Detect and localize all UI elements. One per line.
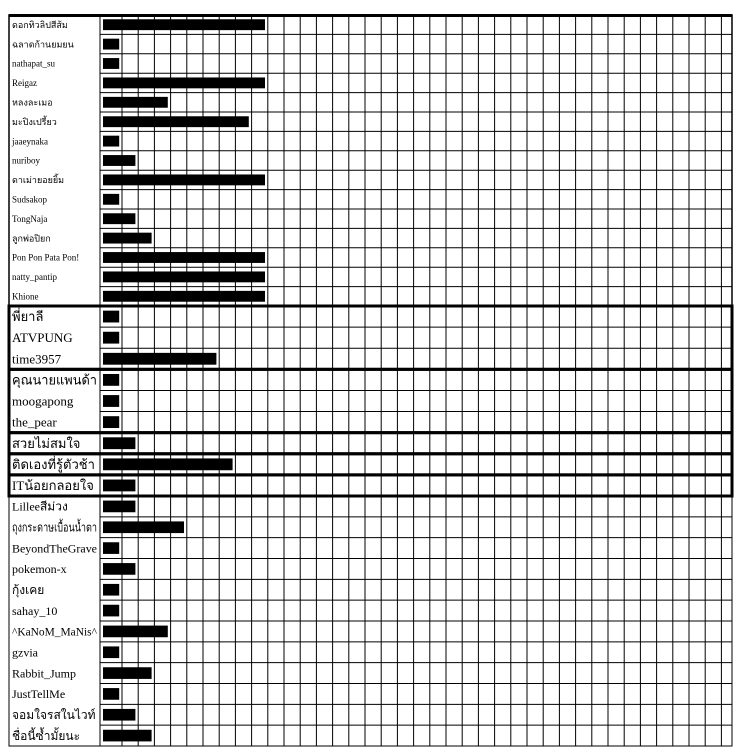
bar: [103, 605, 119, 617]
row-label: Pon Pon Pata Pon!: [12, 252, 80, 263]
bar: [103, 58, 119, 69]
row-label: BeyondTheGrave: [12, 541, 97, 556]
bar: [103, 116, 249, 127]
row-label: กุ้งเคย: [12, 582, 45, 597]
row-label: สวยไม่สมใจ: [12, 435, 81, 451]
row-label: หลงละเมอ: [12, 97, 53, 108]
bar: [103, 626, 168, 638]
row-label: gzvia: [12, 645, 38, 660]
row-label: ลูกพ่อปิยก: [12, 233, 51, 244]
bar: [103, 291, 265, 302]
row-label: Khione: [12, 291, 39, 302]
bar: [103, 155, 135, 166]
row-label: moogapong: [12, 393, 74, 409]
row-label: nathapat_su: [12, 58, 55, 69]
bar: [103, 374, 119, 386]
bar: [103, 730, 152, 742]
bar: [103, 97, 168, 108]
bar: [103, 353, 216, 365]
row-label: sahay_10: [12, 603, 58, 618]
bar: [103, 709, 135, 721]
row-label: ดอกทิวลิปสีส้ม: [12, 19, 68, 30]
bar: [103, 667, 152, 679]
bar: [103, 584, 119, 596]
bar: [103, 332, 119, 344]
row-label: jaaeynaka: [12, 136, 48, 147]
row-label: natty_pantip: [12, 272, 57, 283]
bar: [103, 194, 119, 205]
bar: [103, 416, 119, 428]
bars: [103, 19, 265, 741]
row-label: ดาเม่ายอยยิ้ม: [12, 175, 65, 186]
bar: [103, 480, 135, 492]
row-label: the_pear: [12, 414, 57, 430]
row-label: พี่ยาลี: [12, 309, 44, 325]
bar: [103, 521, 184, 533]
bar: [103, 563, 135, 575]
bar: [103, 395, 119, 407]
row-label: Reigaz: [12, 78, 37, 89]
row-label: มะปิงเปรี้ยว: [12, 116, 57, 127]
bar: [103, 542, 119, 554]
row-label: TongNaja: [12, 213, 48, 224]
row-label: ATVPUNG: [12, 330, 73, 346]
row-label: ถุงกระดาษเบื้อนน้ำตา: [12, 520, 125, 535]
bar: [103, 233, 152, 244]
top-border: [9, 14, 732, 17]
bar: [103, 77, 265, 88]
row-label: ฉลาดก้านยมยน: [12, 39, 74, 50]
row-label: Rabbit_Jump: [12, 666, 77, 681]
bar: [103, 437, 135, 449]
bar: [103, 136, 119, 147]
bar: [103, 501, 135, 513]
row-label: JustTellMe: [12, 687, 66, 702]
row-label: nuriboy: [12, 155, 40, 166]
row-label: time3957: [12, 351, 62, 367]
bar: [103, 174, 265, 185]
bar: [103, 311, 119, 323]
row-label: จอมใจรสในไวท์: [12, 707, 96, 722]
row-label: Sudsakop: [12, 194, 48, 205]
bar: [103, 646, 119, 658]
row-label: ชื่อนี้ซ้ำมั้ยนะ: [12, 728, 81, 743]
row-label: pokemon-x: [12, 562, 67, 577]
bar: [103, 213, 135, 224]
row-label: ITน้อยกลอยใจ: [12, 477, 94, 493]
row-labels: [11, 19, 125, 743]
bar: [103, 39, 119, 50]
bar: [103, 252, 265, 263]
bar: [103, 271, 265, 282]
row-label: คุณนายแพนด้า: [12, 372, 99, 388]
bar: [103, 19, 265, 30]
row-label: ^KaNoM_MaNis^: [12, 624, 98, 639]
row-label: ติดเองที่รู้ตัวช้า: [12, 456, 95, 472]
row-label: Lilleeสีม่วง: [12, 499, 68, 514]
bar: [103, 688, 119, 700]
